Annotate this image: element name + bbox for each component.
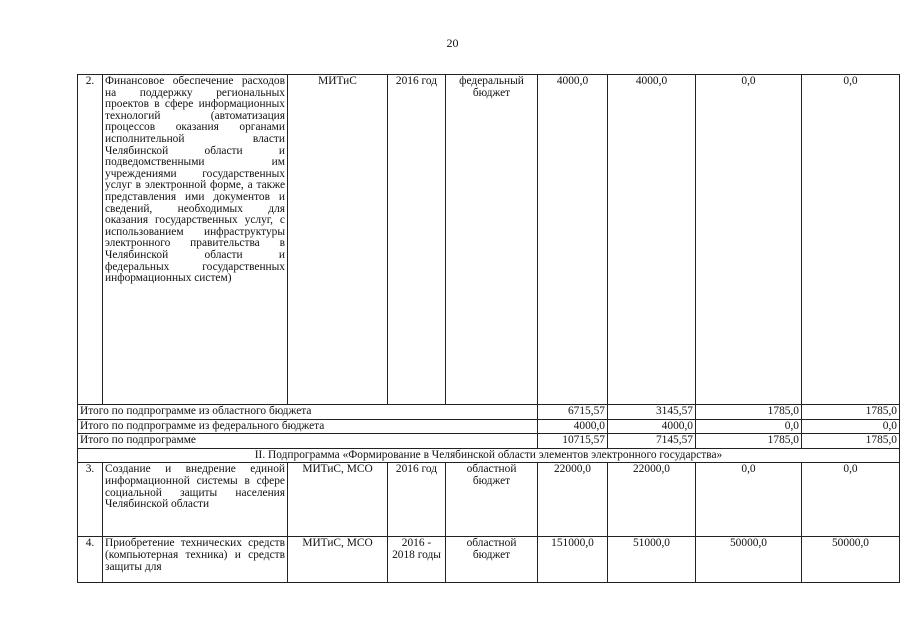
amount-2017: 1785,0 xyxy=(696,405,802,420)
amount-2016: 4000,0 xyxy=(608,419,696,434)
total-label: Итого по подпрограмме из областного бюджета xyxy=(78,405,538,420)
amount-2017: 0,0 xyxy=(696,75,802,405)
total-amount: 4000,0 xyxy=(538,419,608,434)
amount-2018: 0,0 xyxy=(802,75,900,405)
amount-2016: 4000,0 xyxy=(608,75,696,405)
table-row xyxy=(78,537,900,583)
amount-2017: 1785,0 xyxy=(696,434,802,449)
amount-2017: 0,0 xyxy=(696,419,802,434)
row-number: 2. xyxy=(78,75,103,405)
section-heading-row xyxy=(78,448,900,463)
measure-name: Создание и внедрение единой информационной системы в сфере социальной защиты населения Челябинской области xyxy=(103,463,288,537)
total-amount: 4000,0 xyxy=(538,75,608,405)
period: 2016 - 2018 годы xyxy=(388,537,446,583)
financing-table xyxy=(77,74,900,583)
table-row-total xyxy=(78,405,900,420)
page-number: 20 xyxy=(446,36,459,50)
total-amount: 6715,57 xyxy=(538,405,608,420)
table-row-total xyxy=(78,419,900,434)
amount-2018: 1785,0 xyxy=(802,434,900,449)
funding-source: федеральный бюджет xyxy=(446,75,538,405)
table-row-total xyxy=(78,434,900,449)
total-amount: 10715,57 xyxy=(538,434,608,449)
table-row xyxy=(78,75,900,405)
row-number: 3. xyxy=(78,463,103,537)
period: 2016 год xyxy=(388,463,446,537)
measure-name: Финансовое обеспечение расходов на поддержку региональных проектов в сфере информационных технологий (автоматизация процессов оказания органами исполнительной власти Челябинской области и подведомственными им учреждениями государственных услуг в электронной форме, а также представления ими документов и сведений, необходимых для оказания государственных услуг, с использованием инфраструктуры электронного правительства в Челябинской области и федеральных государственных информационных систем) xyxy=(103,75,288,405)
amount-2016: 22000,0 xyxy=(608,463,696,537)
executor: МИТиС xyxy=(288,75,388,405)
table-row xyxy=(78,463,900,537)
amount-2016: 3145,57 xyxy=(608,405,696,420)
executor: МИТиС, МСО xyxy=(288,537,388,583)
funding-source: областной бюджет xyxy=(446,463,538,537)
amount-2016: 7145,57 xyxy=(608,434,696,449)
amount-2016: 51000,0 xyxy=(608,537,696,583)
amount-2017: 50000,0 xyxy=(696,537,802,583)
section-title: II. Подпрограмма «Формирование в Челябинской области элементов электронного государства» xyxy=(78,448,900,463)
amount-2018: 1785,0 xyxy=(802,405,900,420)
total-label: Итого по подпрограмме xyxy=(78,434,538,449)
amount-2018: 50000,0 xyxy=(802,537,900,583)
total-amount: 151000,0 xyxy=(538,537,608,583)
funding-source: областной бюджет xyxy=(446,537,538,583)
executor: МИТиС, МСО xyxy=(288,463,388,537)
amount-2018: 0,0 xyxy=(802,419,900,434)
period: 2016 год xyxy=(388,75,446,405)
measure-name: Приобретение технических средств (компьютерная техника) и средств защиты для xyxy=(103,537,288,583)
total-label: Итого по подпрограмме из федерального бюджета xyxy=(78,419,538,434)
amount-2017: 0,0 xyxy=(696,463,802,537)
amount-2018: 0,0 xyxy=(802,463,900,537)
total-amount: 22000,0 xyxy=(538,463,608,537)
row-number: 4. xyxy=(78,537,103,583)
